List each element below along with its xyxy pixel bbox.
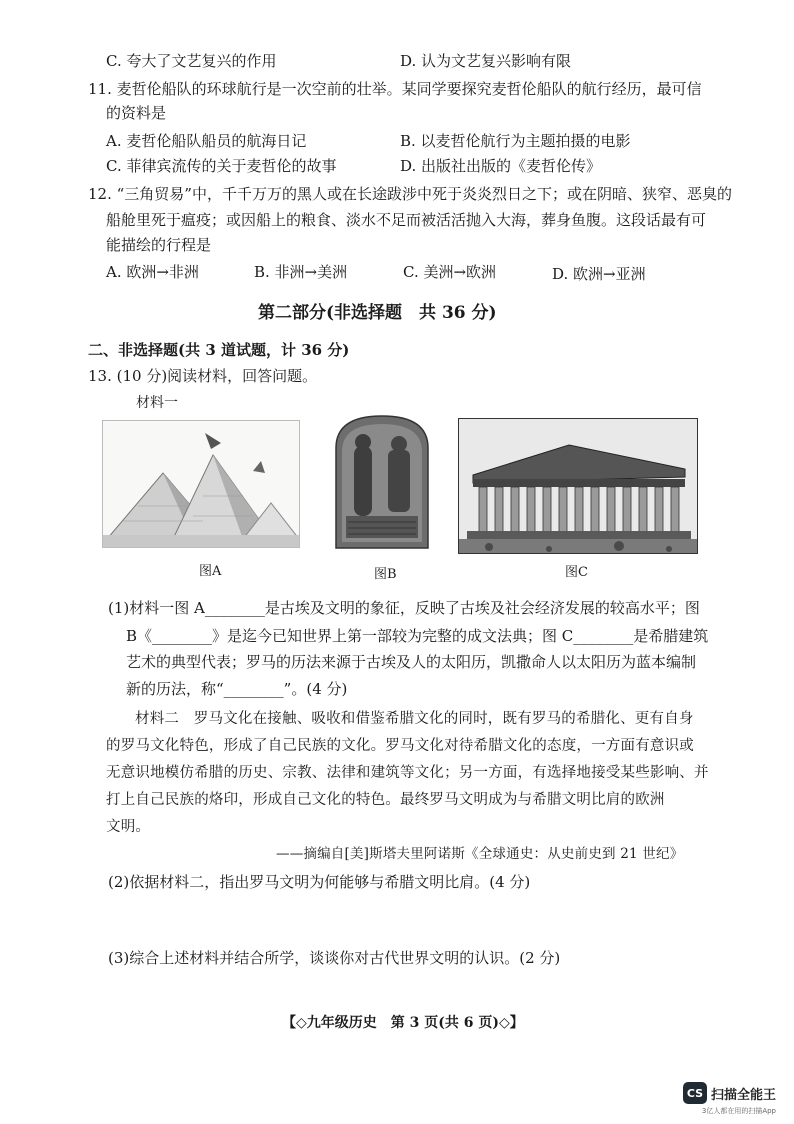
pyramids-illustration <box>103 421 300 548</box>
material2-line4: 打上自己民族的烙印，形成自己文化的特色。最终罗马文明成为与希腊文明比肩的欧洲 <box>106 792 665 808</box>
q13-sub1-line2: B《________》是迄今已知世界上第一部较为完整的成文法典；图 C________是希腊建筑 <box>126 627 709 645</box>
scanner-app-name: 扫描全能王 <box>710 1087 776 1103</box>
stele-illustration <box>330 412 434 554</box>
material2-source: ——摘编自[美]斯塔夫里阿诺斯《全球通史：从史前史到 21 世纪》 <box>276 846 684 862</box>
material1-label: 材料一 <box>136 395 178 411</box>
figure-c-caption: 图C <box>565 565 588 580</box>
figure-a-caption: 图A <box>199 564 222 579</box>
q13-sub1-line4: 新的历法，称“________”。(4 分) <box>126 680 348 698</box>
material2-line2: 的罗马文化特色，形成了自己民族的文化。罗马文化对待希腊文化的态度，一方面有意识或 <box>106 738 694 754</box>
q12-option-b: B. 非洲→美洲 <box>254 263 348 281</box>
material2-line1: 材料二 罗马文化在接触、吸收和借鉴希腊文化的同时，既有罗马的希腊化、更有自身 <box>135 711 694 727</box>
q11-option-d: D. 出版社出版的《麦哲伦传》 <box>400 157 602 175</box>
q11-stem-line1: 11. 麦哲伦船队的环球航行是一次空前的壮举。某同学要探究麦哲伦船队的航行经历，最可信 <box>88 80 702 98</box>
q13-sub1-line1: (1)材料一图 A________是古埃及文明的象征，反映了古埃及社会经济发展的较高水平；图 <box>108 599 700 617</box>
q12-option-d: D. 欧洲→亚洲 <box>552 265 646 283</box>
q13-sub3: (3)综合上述材料并结合所学，谈谈你对古代世界文明的认识。(2 分) <box>108 949 561 967</box>
figure-c-parthenon <box>458 418 698 554</box>
scanner-watermark <box>683 1082 776 1104</box>
q11-option-b: B. 以麦哲伦航行为主题拍摄的电影 <box>400 132 631 150</box>
scanner-app-slogan: 3亿人都在用的扫描App <box>701 1107 776 1115</box>
q12-option-a: A. 欧洲→非洲 <box>106 263 199 281</box>
material2-line3: 无意识地模仿希腊的历史、宗教、法律和建筑等文化；另一方面，有选择地接受某些影响、并 <box>106 765 709 781</box>
q10-option-c: C. 夸大了文艺复兴的作用 <box>106 52 277 70</box>
q11-option-a: A. 麦哲伦船队船员的航海日记 <box>106 132 307 150</box>
q12-stem-line3: 能描绘的行程是 <box>106 236 212 254</box>
q12-stem-line1: 12. “三角贸易”中，千千万万的黑人或在长途跋涉中死于炎炎烈日之下；或在阴暗、狭窄、恶臭的 <box>88 185 732 203</box>
page-footer: 【◇九年级历史 第 3 页(共 6 页)◇】 <box>282 1015 524 1031</box>
part2-title: 第二部分(非选择题 共 36 分) <box>258 303 497 323</box>
section-heading: 二、非选择题(共 3 道试题，计 36 分) <box>88 341 350 359</box>
cs-logo-icon: CS <box>683 1082 707 1104</box>
figure-a-pyramids <box>102 420 300 548</box>
figure-b-stele <box>330 412 434 554</box>
q10-option-d: D. 认为文艺复兴影响有限 <box>400 52 572 70</box>
q13-sub1-line3: 艺术的典型代表；罗马的历法来源于古埃及人的太阳历，凯撒命人以太阳历为蓝本编制 <box>126 653 697 671</box>
q12-option-c: C. 美洲→欧洲 <box>403 263 497 281</box>
q11-stem-line2: 的资料是 <box>106 104 167 122</box>
parthenon-illustration <box>459 419 698 554</box>
material2-line5: 文明。 <box>106 819 151 835</box>
q11-option-c: C. 菲律宾流传的关于麦哲伦的故事 <box>106 157 337 175</box>
q12-stem-line2: 船舱里死于瘟疫；或因船上的粮食、淡水不足而被活活抛入大海，葬身鱼腹。这段话最有可 <box>106 211 707 229</box>
figure-b-caption: 图B <box>374 567 397 582</box>
q13-sub2: (2)依据材料二，指出罗马文明为何能够与希腊文明比肩。(4 分) <box>108 873 531 891</box>
q13-stem: 13. (10 分)阅读材料，回答问题。 <box>88 367 318 385</box>
